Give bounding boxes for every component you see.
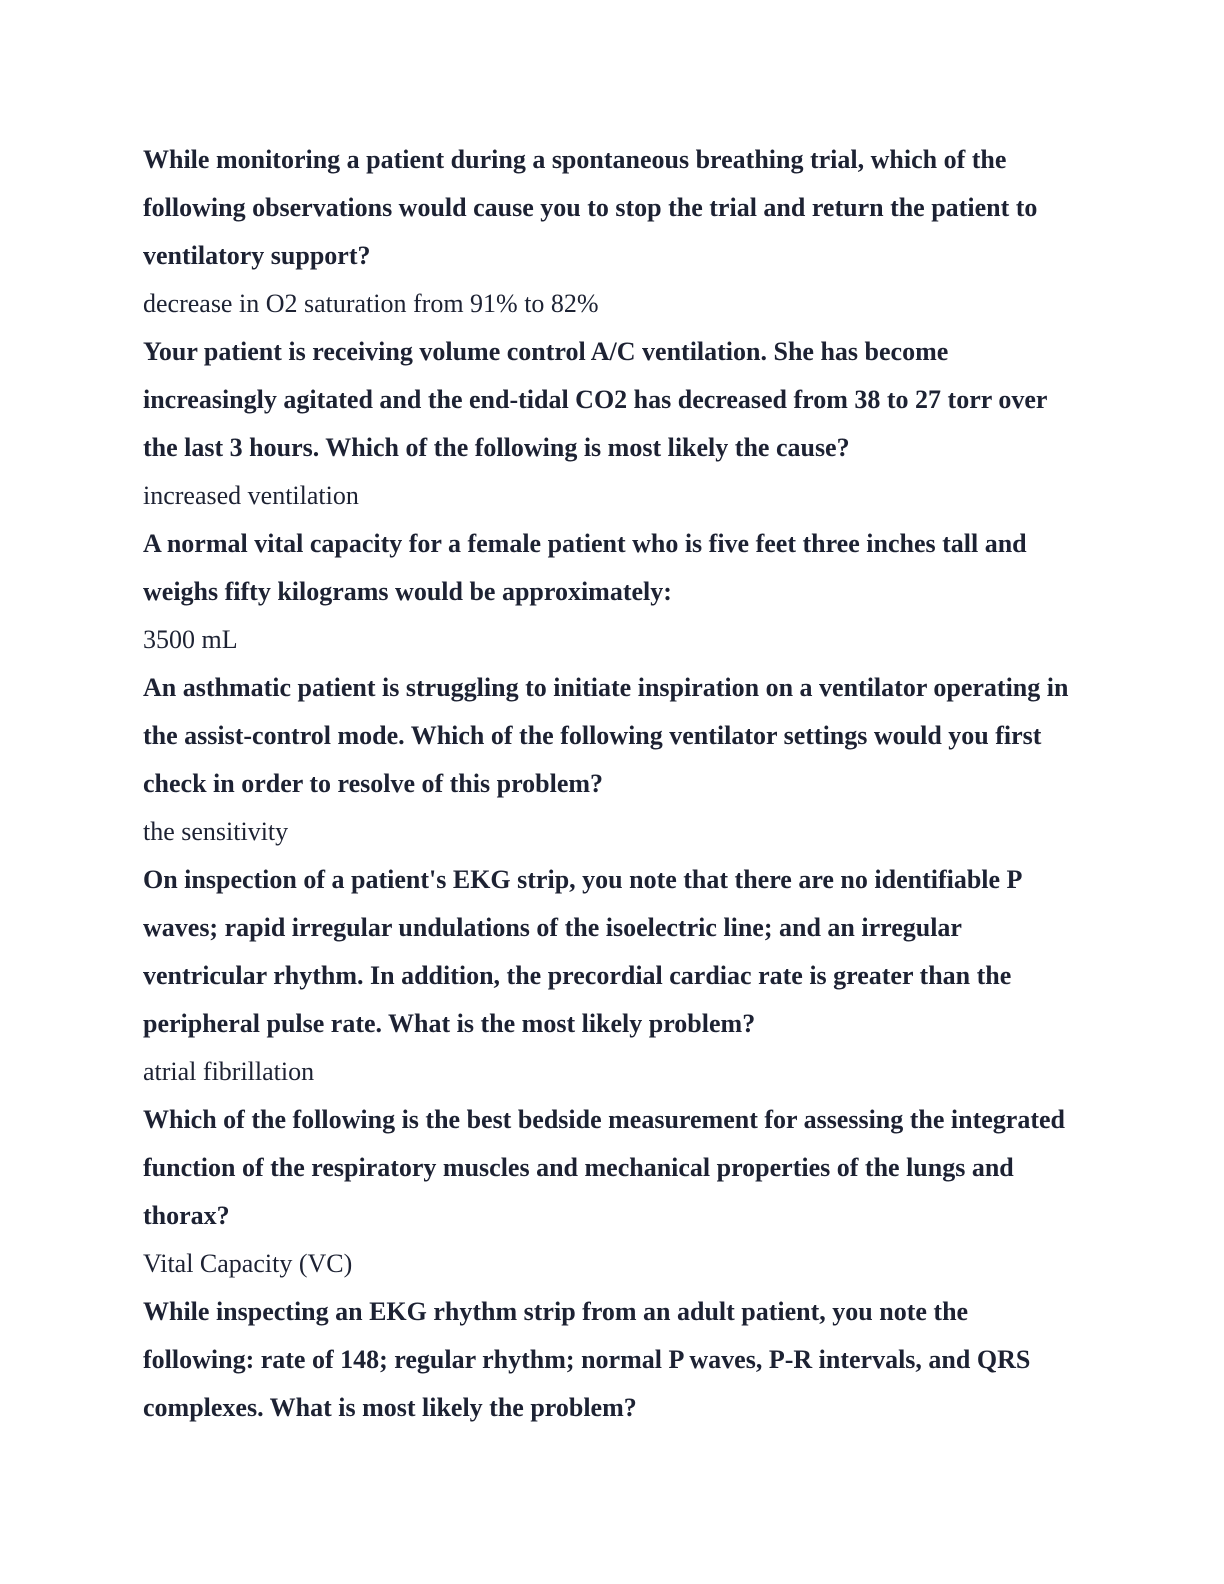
answer-3: 3500 mL [143, 625, 238, 654]
question-1: While monitoring a patient during a spontaneous breathing trial, which of the following observations would cause you to stop the trial and return the patient to ventilatory support? [143, 145, 1038, 270]
question-3: A normal vital capacity for a female patient who is five feet three inches tall and weighs fifty kilograms would be approximately: [143, 529, 1027, 606]
question-7: While inspecting an EKG rhythm strip from an adult patient, you note the following: rate of 148; regular rhythm; normal P waves, P-R intervals, and QRS complexes. What is most likely the problem? [143, 1297, 1031, 1422]
answer-6: Vital Capacity (VC) [143, 1249, 353, 1278]
question-4: An asthmatic patient is struggling to initiate inspiration on a ventilator operating in the assist-control mode. Which of the following ventilator settings would you first check in order to resolve of this problem? [143, 673, 1069, 798]
answer-5: atrial fibrillation [143, 1057, 315, 1086]
answer-1: decrease in O2 saturation from 91% to 82% [143, 289, 599, 318]
answer-2: increased ventilation [143, 481, 359, 510]
document-page [143, 136, 1083, 1432]
question-6: Which of the following is the best bedside measurement for assessing the integrated function of the respiratory muscles and mechanical properties of the lungs and thorax? [143, 1105, 1066, 1230]
answer-4: the sensitivity [143, 817, 289, 846]
question-5: On inspection of a patient's EKG strip, you note that there are no identifiable P waves; rapid irregular undulations of the isoelectric line; and an irregular ventricular rhythm. In addition, the precordial cardiac rate is greater than the peripheral pulse rate. What is the most likely problem? [143, 865, 1022, 1038]
question-2: Your patient is receiving volume control A/C ventilation. She has become increasingly agitated and the end-tidal CO2 has decreased from 38 to 27 torr over the last 3 hours. Which of the following is most likely the cause? [143, 337, 1047, 462]
